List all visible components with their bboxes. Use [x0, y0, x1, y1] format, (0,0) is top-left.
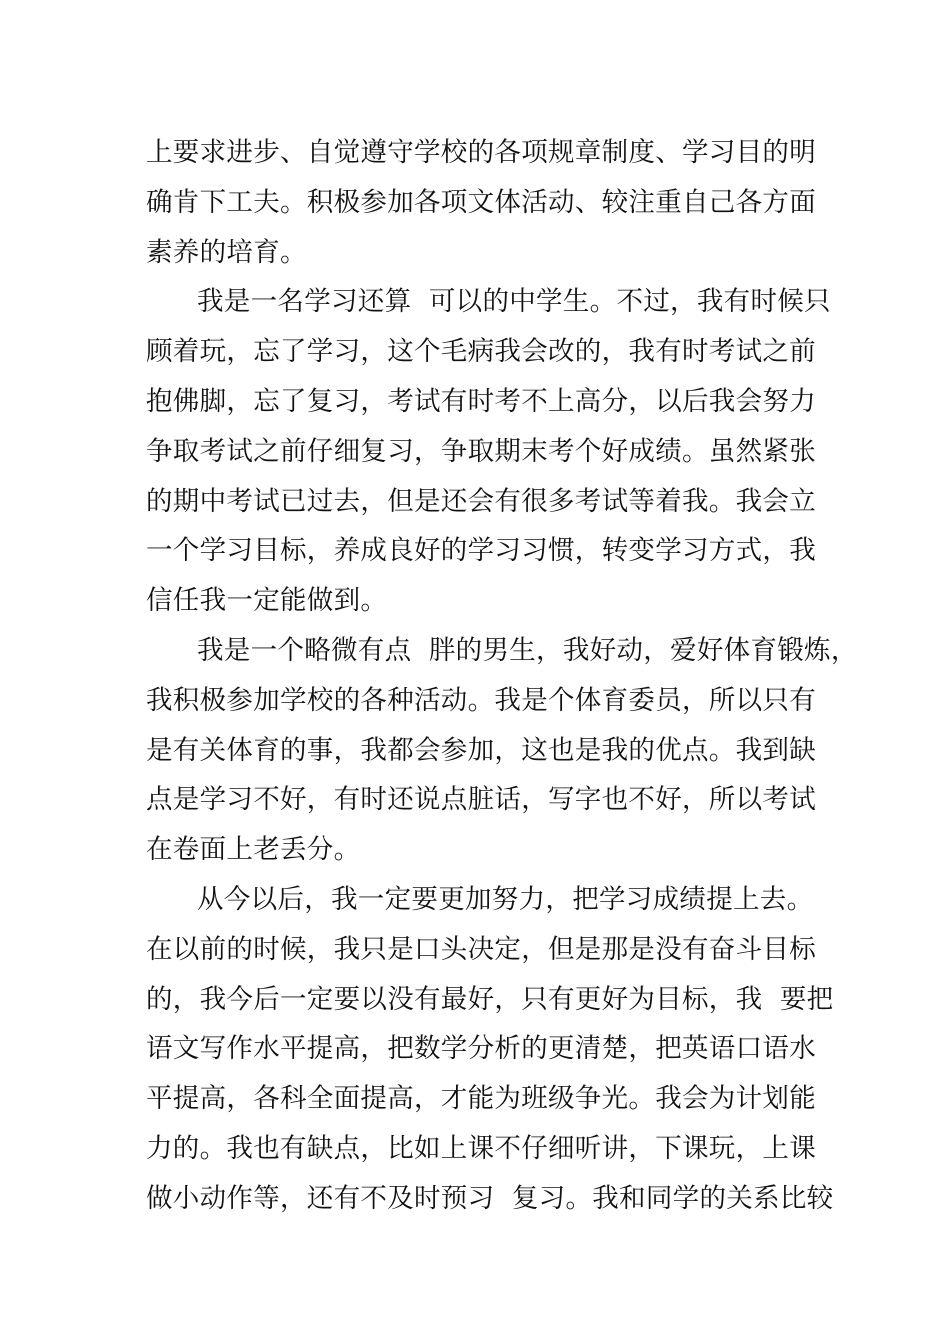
text-line: 在卷面上老丢分。 — [146, 834, 361, 866]
text-line: 从今以后，我一定要更加努力，把学习成绩提上去。 — [197, 883, 814, 915]
text-line: 力的。我也有缺点，比如上课不仔细听讲，下课玩，上课 — [146, 1132, 816, 1164]
text-line: 信任我一定能做到。 — [146, 585, 388, 617]
text-line: 顾着玩，忘了学习，这个毛病我会改的，我有时考试之前 — [146, 336, 816, 368]
text-line: 点是学习不好，有时还说点脏话，写字也不好，所以考试 — [146, 784, 816, 816]
text-line: 做小动作等，还有不及时预习 复习。我和同学的关系比较 — [146, 1182, 834, 1214]
text-line: 我是一名学习还算 可以的中学生。不过，我有时候只 — [197, 286, 831, 318]
text-line: 我是一个略微有点 胖的男生，我好动，爱好体育锻炼， — [197, 634, 858, 666]
text-line: 语文写作水平提高，把数学分析的更清楚，把英语口语水 — [146, 1033, 816, 1065]
paragraph-1 — [146, 128, 816, 277]
text-line: 平提高，各科全面提高，才能为班级争光。我会为计划能 — [146, 1083, 816, 1115]
text-line: 争取考试之前仔细复习，争取期末考个好成绩。虽然紧张 — [146, 435, 816, 467]
text-line: 一个学习目标，养成良好的学习习惯，转变学习方式，我 — [146, 535, 816, 567]
paragraph-2 — [146, 277, 831, 626]
text-line: 确肯下工夫。积极参加各项文体活动、较注重自己各方面 — [146, 186, 816, 218]
text-line: 抱佛脚，忘了复习，考试有时考不上高分，以后我会努力 — [146, 385, 816, 417]
text-line: 的，我今后一定要以没有最好，只有更好为目标，我 要把 — [146, 983, 834, 1015]
text-line: 素养的培育。 — [146, 236, 307, 268]
document-body — [146, 128, 858, 1224]
text-line: 在以前的时候，我只是口头决定，但是那是没有奋斗目标 — [146, 933, 816, 965]
paragraph-4 — [146, 875, 834, 1224]
paragraph-3 — [146, 626, 858, 875]
text-line: 我积极参加学校的各种活动。我是个体育委员，所以只有 — [146, 684, 816, 716]
text-line: 是有关体育的事，我都会参加，这也是我的优点。我到缺 — [146, 734, 816, 766]
text-line: 的期中考试已过去，但是还会有很多考试等着我。我会立 — [146, 485, 816, 517]
text-line: 上要求进步、自觉遵守学校的各项规章制度、学习目的明 — [146, 137, 816, 168]
